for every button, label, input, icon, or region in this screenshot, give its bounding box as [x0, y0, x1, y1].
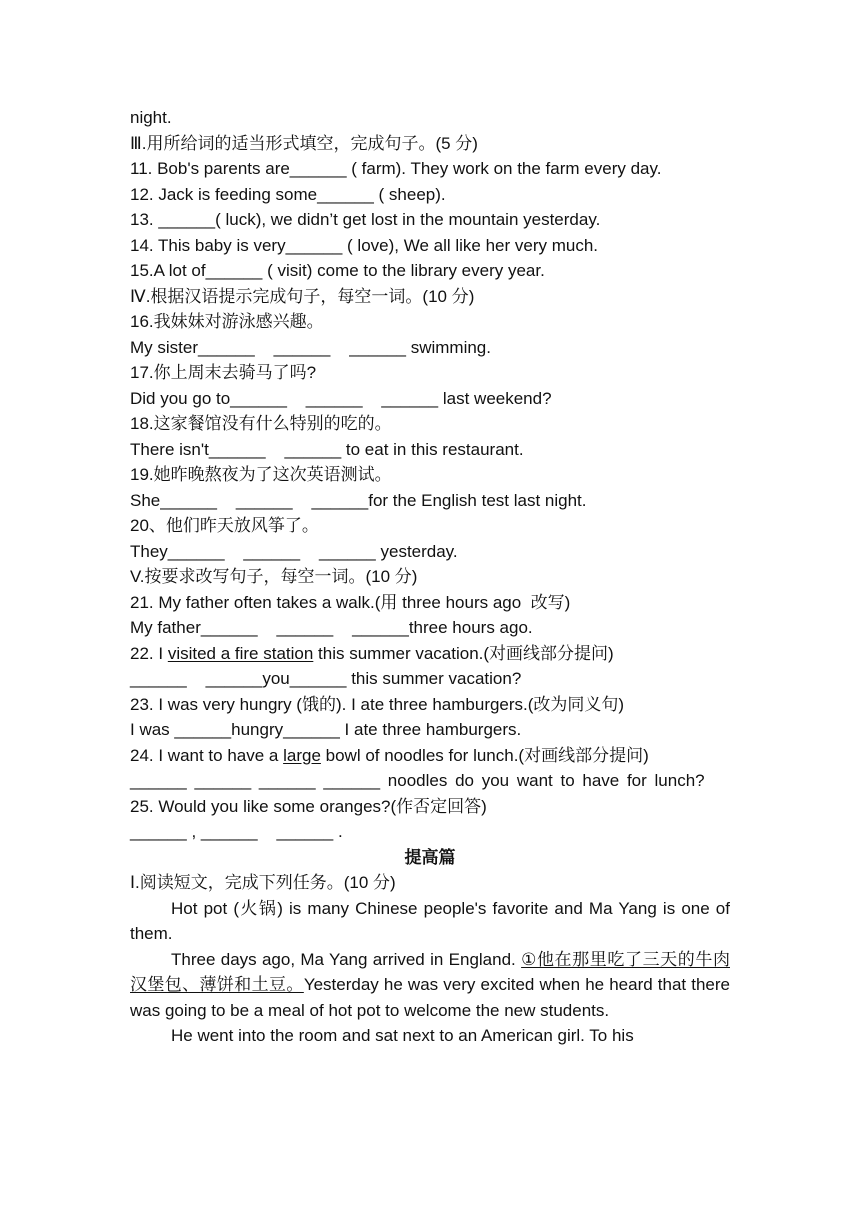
reading-paragraph-2 [130, 947, 730, 1024]
question-16-answer: My sister______ ______ ______ swimming. [130, 337, 491, 357]
question-17-prompt: 17.你上周末去骑马了吗? [130, 363, 317, 382]
question-20-answer: They______ ______ ______ yesterday. [130, 541, 458, 561]
question-11: 11. Bob's parents are______ ( farm). They work on the farm every day. [130, 159, 662, 178]
question-12: 12. Jack is feeding some______ ( sheep). [130, 184, 446, 204]
section-heading: Ⅰ.阅读短文，完成下列任务。(10 分) [130, 873, 396, 892]
question-25-answer: ______ , ______ ______ . [130, 822, 343, 841]
question-19-answer: She______ ______ ______for the English test last night. [130, 490, 587, 510]
underlined-sentence: ①他在那里吃了三天的牛肉汉堡包、薄饼和土豆。 [130, 949, 730, 994]
question-21-prompt: 21. My father often takes a walk.(用 three hours ago 改写) [130, 592, 571, 612]
underlined-word: large [283, 745, 321, 765]
reading-paragraph-1: Hot pot (火锅) is many Chinese people's favorite and Ma Yang is one of them. [130, 898, 730, 943]
section-heading: Ⅲ.用所给词的适当形式填空，完成句子。(5 分) [130, 133, 478, 153]
question-24-prompt [130, 743, 730, 769]
text-span: 22. I [130, 643, 168, 663]
question-22-prompt [130, 641, 730, 667]
section-heading: V.按要求改写句子，每空一词。(10 分) [130, 567, 418, 586]
text-line: night. [130, 108, 172, 127]
question-19-prompt: 19.她昨晚熬夜为了这次英语测试。 [130, 465, 392, 484]
question-18-prompt: 18.这家餐馆没有什么特别的吃的。 [130, 414, 392, 433]
part-title: 提高篇 [404, 847, 456, 867]
question-21-answer: My father______ ______ ______three hours ago. [130, 618, 533, 637]
text-span: Three days ago, Ma Yang arrived in England. [171, 949, 522, 969]
question-16-prompt: 16.我妹妹对游泳感兴趣。 [130, 312, 324, 331]
question-25-prompt: 25. Would you like some oranges?(作否定回答) [130, 796, 487, 816]
underlined-phrase: visited a fire station [167, 643, 314, 663]
question-18-answer: There isn't______ ______ to eat in this restaurant. [130, 439, 524, 459]
reading-paragraph-3: He went into the room and sat next to an American girl. To his [171, 1026, 634, 1045]
question-23-prompt: 23. I was very hungry (饿的). I ate three hamburgers.(改为同义句) [130, 694, 625, 714]
text-span: bowl of noodles for lunch.(对画线部分提问) [320, 745, 649, 765]
text-span: Yesterday he was very excited when he heard that there was going to be a meal of hot pot to welcome the new students. [130, 975, 731, 1020]
question-13: 13. ______( luck), we didn’t get lost in the mountain yesterday. [130, 210, 601, 229]
question-22-answer: ______ ______you______ this summer vacation? [130, 669, 522, 688]
question-17-answer: Did you go to______ ______ ______ last weekend? [130, 388, 552, 408]
question-20-prompt: 20、他们昨天放风筝了。 [130, 516, 319, 535]
question-24-answer: ______ ______ ______ ______ noodles do you want to have for lunch? [130, 771, 705, 790]
section-heading: Ⅳ.根据汉语提示完成句子，每空一词。(10 分) [130, 286, 475, 306]
question-14: 14. This baby is very______ ( love), We all like her very much. [130, 235, 599, 255]
worksheet-page [130, 105, 730, 1049]
question-23-answer: I was ______hungry______ I ate three hamburgers. [130, 720, 522, 739]
text-span: 24. I want to have a [130, 745, 284, 765]
text-span: this summer vacation.(对画线部分提问) [313, 643, 614, 663]
question-15: 15.A lot of______ ( visit) come to the library every year. [130, 261, 545, 280]
